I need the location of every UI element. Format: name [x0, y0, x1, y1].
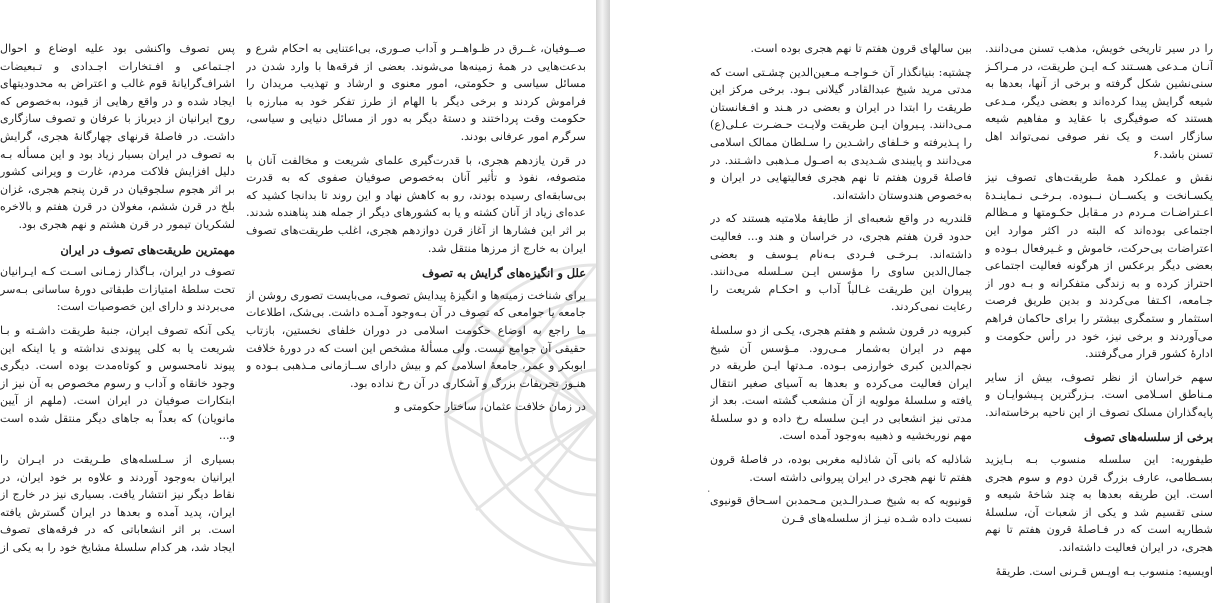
paragraph: بسیاری از سـلسله‌های طـریقت در ایـران را ایرانیان به‌وجود آوردند و علاوه بر خود ایران، در نقاط دیگر نیز انتشار یافت. بسیاری نیز در خارج از ایران، پدید آمده و بعدها در ایران گسترش یافته است. بر اثر انشعاباتی که در فرقه‌های تصوف ایجاد شد، هر کدام سلسلهٔ مشایخ خود را به یکی از	[0, 453, 235, 555]
left-page	[0, 0, 596, 603]
paragraph: صــوفیان، غــرق در ظـواهــر و آداب صـوری، بی‌اعتنایی به احکام شرع و بدعت‌هایی در همهٔ زمینه‌ها می‌شوند. بعضی از فرقه‌ها با وارد شدن در مسائل سیاسی و حکومتی، امور معنوی و ارشاد و تهذیب مریدان را فراموش کردند و برخی دیگر با الهام از طرز تفکر خود به مبارزه با حکومت وقت پرداختند و دستهٔ دیگر به دور از مسائل دنیایی و سیاسی، سرگرم امور عرفانی بودند.	[246, 42, 586, 143]
paragraph: قونیویه که به شیخ صـدرالـدین مـحمدبن اسـحاق قونیوی نسبت داده شـده نیـز از سلسله‌های قـرن	[710, 494, 972, 525]
section-heading: برخی از سلسله‌های تصوف	[1083, 430, 1213, 445]
section-heading: مهمترین طریقت‌های تصوف در ایران	[60, 242, 235, 257]
paragraph: تصوف در ایران، بـاگذار زمـانی اسـت کـه ایـرانیان تحت سلطهٔ امتیازات طبقاتی دورهٔ ساسانی بـه‌سر می‌بردند و دارای این خصوصیات است:	[0, 265, 235, 314]
paragraph: چشتیه: بنیانگذار آن خـواجـه مـعین‌الدین چشـتی است که مدتی مرید شیخ عبدالقادر گیلانی بـود. برخی مرکز این طریقت را ابتدا در ایران و بعضی در هـند و افـغانستان مـی‌دانند. پـیروان ایـن طریقت ولایـت حـضـرت عـلی(ع) را پـذیرفته و خـلفای راشـدین را سـلطان ممالک اسلامی می‌دانند و پایبندی شـدیدی به اصـول مـذهبی داشـتند. در فاصلهٔ قرون هفتم تا نهم هجری فعالیتهایی در ایران و به‌خصوص هندوستان داشته‌اند.	[710, 65, 972, 202]
paragraph: اویسیه: منسوب بـه اویـس قـرنی است. طریقهٔ	[995, 564, 1213, 578]
right-column-a	[985, 40, 1213, 603]
paragraph: در زمان خلافت عثمان، ساختار حکومتی و	[394, 400, 586, 414]
right-page	[610, 0, 1215, 603]
paragraph: نقش و عملکرد همهٔ طریقت‌های تصوف نیز یکسـانخت و یکســان نــبوده. بـرخـی نـماینـدهٔ اعـتراضـات مـردم در مـقابل حکـومتها و مـظالم اجتماعی بوده‌اند که البته در اکثر موارد این اعتراضات بی‌حرکت، خاموش و غـیرفعال بـوده و بعضی دیگر برعکس از هرگونه فعالیت اجتماعی احتراز کرده و به زندگی متفکرانه و بـه دور از جـامعه، اکـتفا می‌کردند و بدین طریق فرصت استثمار و ستمگری بیشتر را برای حاکمان فراهم می‌آوردند و برخی نیز، خود در رأس حکومت و ادارهٔ کشور قرار می‌گرفتند.	[985, 171, 1213, 361]
paragraph: بین سالهای قرون هفتم تا نهم هجری بوده است.	[750, 42, 972, 55]
section-heading: علل و انگیزه‌های گرایش به تصوف	[422, 266, 586, 281]
paragraph: یکی آنکه تصوف ایران، جنبهٔ طریقت داشـته و بـا شریعت یا به کلی پیوندی نداشته و یا اینکه این پیوند نامحسوس و کوتاه‌مدت بوده است. دیگری وجود خانقاه و آداب و رسوم مخصوص به آن نیز از ابتکارات صوفیان در ایران است. (ملهم از آیین مانویان) که بعداً به جاهای دیگر منتقل شده است و...	[0, 323, 235, 443]
left-column-b	[0, 40, 235, 603]
paragraph: برای شناخت زمینه‌ها و انگیزهٔ پیدایش تصوف، می‌بایست تصوری روشن از جامعه یا جوامعی که تصوف در آن بـه‌وجود آمـده داشت. بی‌شک، اطلاعات ما راجع به اوضاع حکومت اسلامی در دوران خلفای نخستین، بازتاب حقیقی آن جوامع نیست. ولی مسألهٔ مشخص این است که در دورهٔ خلافت ابوبکر و عمر، جامعهٔ اسلامی کم و بیش دارای ســازمانی مـذهبی بـوده و هنـوز تحریفات بزرگ و آشکاری در آن رخ نداده بود.	[246, 288, 586, 390]
margin-mark: ٠	[706, 486, 712, 497]
paragraph: کبرویه در قرون ششم و هفتم هجری، یکـی از دو سلسلهٔ مهم در ایران به‌شمار مـی‌رود. مـؤسس آن شیخ نجم‌الدین کبری خوارزمی بـوده. مـدتها ایـن طریقه در ایران فعالیت می‌کرده و بعدها به آسیای صغیر انتقال یافته و سلسلهٔ مولویه از آن منشعب گشته است. بعد از مدتی نیز انشعابی در ایـن سلسله رخ داده و دو سلسلهٔ مهم نوربخشیه و ذهبیه به‌وجود آمده است.	[710, 323, 972, 443]
paragraph: قلندریه در واقع شعبه‌ای از طایفهٔ ملامتیه هستند که در حدود قرن هفتم هجری، در خراسان و هند و... فعالیت داشته‌اند. بـرخـی فـردی بـه‌نام یـوسف و بعضی جمال‌الدین ساوی را مؤسس ایـن سـلسله می‌دانند. پیروان این طریقت غـالباً آداب و احکـام شریعت را رعایت نمی‌کردند.	[710, 212, 972, 314]
paragraph: سهم خراسان از نظر تصوف، بیش از سایر مـناطق اسـلامی است. بـزرگترین پـیشوایـان و پایه‌گذاران مسلک تصوف از این ناحیه برخاسته‌اند.	[985, 370, 1213, 419]
left-column-a	[246, 40, 586, 603]
book-gutter	[596, 0, 610, 603]
paragraph: را در سیر تاریخی خویش، مذهب تسنن می‌دانند. آنـان مـدعی هسـتند کـه ایـن طریقت، در مـراکـز سنی‌نشین شکل گرفته و برخی از آنها، بعدها به شیعه گرایش پیدا کرده‌اند و بعضی دیگر، مـدعی هستند که صوفیگری با عقاید و مفاهیم شیعه سازگار است و یک نفر صوفی نمی‌تواند اهل تسنن باشد.۶	[985, 42, 1213, 161]
paragraph: شاذلیه که بانی آن شاذلیه مغربی بوده، در فاصلهٔ قرون هفتم تا نهم هجری در ایران پیروانی داشته است.	[710, 453, 972, 484]
paragraph: در قرن یازدهم هجری، با قدرت‌گیری علمای شریعت و مخالفت آنان با متصوفه، نفوذ و تأثیر آنان به‌خصوص صوفیان صفوی که به قدرت بی‌سابقه‌ای رسیده بودند، رو به کاهش نهاد و این روند تا بدانجا کشید که عده‌ای زیاد از آنان کشته و یا به کشورهای دیگر از جمله هند پناهنده شدند. بر اثر این فشارها از آغاز قرن دوازدهم هجری، اغلب طریقت‌های تصوف ایران به خارج از مرزها منتقل شد.	[246, 153, 586, 255]
paragraph: طیفوریه: این سلسله منسوب بـه بـایزید بسـطامی، عارف بزرگ قرن دوم و سوم هجری است. این طریقه بعدها به چند شاخهٔ شیعه و سنی تقسیم شد و یکی از شعبات آن، سلسلهٔ شطاریه است که در فـاصلهٔ قرون هفتم تا نهم هجری، در ایران فعالیت داشته‌اند.	[985, 453, 1213, 555]
right-column-b	[710, 40, 972, 603]
paragraph: پس تصوف واکنشی بود علیه اوضاع و احوال اجـتماعی و افـتخارات اجـدادی و تـبعیضات اشراف‌گرایانهٔ قوم غالب و اعتراض به محدودیتهای ایجاد شده و در واقع رهایی از قیود، به‌خصوص که روح ایرانیان از دیرباز با عرفان و تصوف سازگاری داشت. در فاصلهٔ قرنهای چهارگانهٔ هجری، گرایش به تصوف در ایران بسیار زیاد بود و این مسأله بـه دلیل افزایش فلاکت مردم، غارت و ویرانی کشور بر اثر هجوم سلجوقیان در قرن پنجم هجری، غزان بلخ در قرن ششم، مغولان در قرن هفتم و بالاخره لشکریان تیمور در قرن هشتم و نهم هجری بود.	[0, 42, 235, 231]
